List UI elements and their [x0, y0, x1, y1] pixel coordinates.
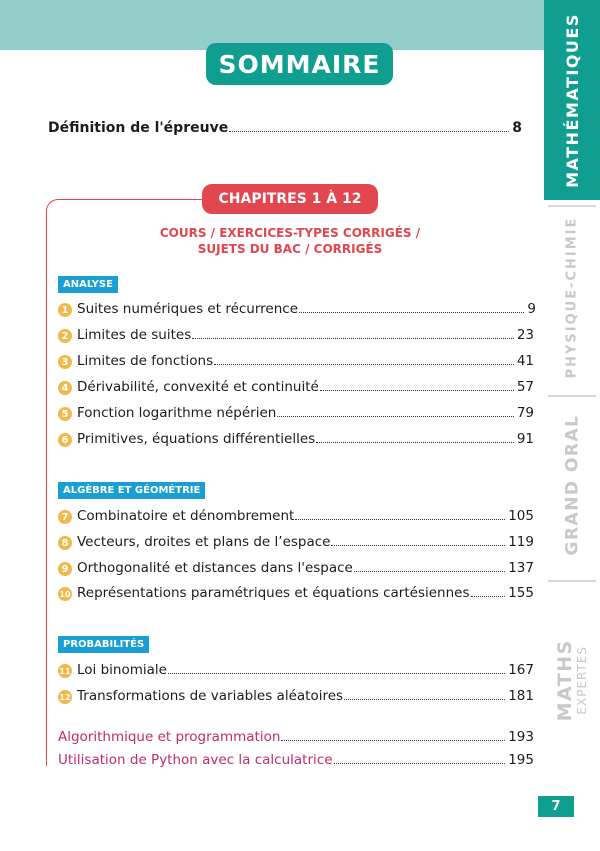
- entry-label: Suites numériques et récurrence: [77, 301, 299, 317]
- toc-entry-chapter-10[interactable]: [58, 583, 534, 601]
- tab-separator: [548, 580, 596, 582]
- chapters-badge: CHAPITRES 1 À 12: [202, 184, 378, 214]
- dot-leader: [295, 518, 505, 520]
- entry-page: 105: [508, 508, 534, 524]
- entry-page: 193: [508, 729, 534, 745]
- dot-leader: [471, 595, 506, 597]
- dot-leader: [299, 311, 524, 313]
- entry-page: 8: [512, 120, 522, 136]
- chapters-subtitle-line1: COURS / EXERCICES-TYPES CORRIGÉS /: [159, 226, 421, 240]
- toc-entry-chapter-4[interactable]: [58, 377, 534, 395]
- tab-label-line2: EXPERTES: [574, 645, 589, 715]
- toc-entry-chapter-9[interactable]: [58, 558, 534, 576]
- chapter-number-badge: 11: [58, 664, 72, 678]
- dot-leader: [192, 337, 514, 339]
- entry-page: 57: [516, 379, 534, 395]
- dot-leader: [229, 130, 509, 132]
- dot-leader: [214, 363, 514, 365]
- chapter-number-badge: 8: [58, 536, 72, 550]
- entry-label: Dérivabilité, convexité et continuité: [77, 379, 319, 395]
- entry-label: Représentations paramétriques et équations cartésiennes: [77, 585, 470, 601]
- chapter-number-badge: 1: [58, 303, 72, 317]
- entry-page: 155: [508, 585, 534, 601]
- tab-physique-chimie[interactable]: [544, 210, 600, 385]
- entry-label: Orthogonalité et distances dans l'espace: [77, 560, 353, 576]
- toc-entry-python[interactable]: [58, 750, 534, 768]
- chapter-number-badge: 12: [58, 690, 72, 704]
- tab-label: PHYSIQUE-CHIMIE: [564, 216, 580, 379]
- dot-leader: [354, 570, 505, 572]
- toc-entry-chapter-11[interactable]: [58, 660, 534, 678]
- toc-entry-chapter-5[interactable]: [58, 403, 534, 421]
- tab-label: GRAND ORAL: [562, 414, 582, 556]
- toc-entry-chapter-7[interactable]: [58, 506, 534, 524]
- toc-entry-chapter-6[interactable]: [58, 429, 534, 447]
- entry-label: Fonction logarithme népérien: [77, 405, 277, 421]
- toc-entry-chapter-8[interactable]: [58, 532, 534, 550]
- tab-grand-oral[interactable]: [544, 400, 600, 570]
- chapters-subtitle-line2: SUJETS DU BAC / CORRIGÉS: [197, 242, 383, 256]
- toc-entry-chapter-1[interactable]: [58, 299, 536, 317]
- tab-label: MATHÉMATIQUES: [562, 12, 582, 188]
- dot-leader: [334, 762, 506, 764]
- chapter-number-badge: 10: [58, 587, 72, 601]
- entry-label: Définition de l'épreuve: [48, 120, 229, 136]
- chapter-number-badge: 3: [58, 355, 72, 369]
- entry-page: 167: [508, 662, 534, 678]
- entry-label: Combinatoire et dénombrement: [77, 508, 295, 524]
- chapter-number-badge: 7: [58, 510, 72, 524]
- tab-label-line1: MATHS: [553, 638, 576, 722]
- dot-leader: [277, 415, 513, 417]
- entry-page: 79: [516, 405, 534, 421]
- tab-separator: [548, 395, 596, 397]
- tab-maths-expertes[interactable]: [544, 615, 600, 745]
- section-header-analyse: ANALYSE: [58, 276, 118, 293]
- toc-entry-chapter-3[interactable]: [58, 351, 534, 369]
- tab-separator: [548, 205, 596, 207]
- entry-page: 41: [516, 353, 534, 369]
- toc-entry-chapter-12[interactable]: [58, 686, 534, 704]
- section-header-algebre-geometrie: ALGÈBRE ET GÉOMÉTRIE: [58, 482, 205, 499]
- entry-page: 119: [508, 534, 534, 550]
- chapter-number-badge: 4: [58, 381, 72, 395]
- entry-page: 9: [527, 301, 536, 317]
- dot-leader: [168, 672, 505, 674]
- dot-leader: [331, 544, 505, 546]
- section-header-probabilites: PROBABILITÉS: [58, 636, 149, 653]
- entry-page: 91: [516, 431, 534, 447]
- dot-leader: [281, 739, 505, 741]
- entry-label: Primitives, équations différentielles: [77, 431, 316, 447]
- page-number: 7: [538, 796, 574, 817]
- chapter-number-badge: 9: [58, 562, 72, 576]
- toc-entry-algorithmique[interactable]: [58, 727, 534, 745]
- tab-mathematiques[interactable]: [544, 0, 600, 200]
- toc-entry-chapter-2[interactable]: [58, 325, 534, 343]
- entry-page: 181: [508, 688, 534, 704]
- entry-label: Algorithmique et programmation: [58, 729, 281, 745]
- chapter-number-badge: 5: [58, 407, 72, 421]
- entry-label: Vecteurs, droites et plans de l’espace: [77, 534, 331, 550]
- entry-label: Limites de suites: [77, 327, 192, 343]
- entry-page: 23: [516, 327, 534, 343]
- dot-leader: [320, 389, 514, 391]
- entry-label: Transformations de variables aléatoires: [77, 688, 344, 704]
- entry-page: 137: [508, 560, 534, 576]
- page-title: SOMMAIRE: [206, 43, 393, 85]
- dot-leader: [344, 698, 505, 700]
- chapter-number-badge: 6: [58, 433, 72, 447]
- entry-page: 195: [508, 752, 534, 768]
- entry-label: Loi binomiale: [77, 662, 167, 678]
- entry-label: Limites de fonctions: [77, 353, 214, 369]
- entry-label: Utilisation de Python avec la calculatrice: [58, 752, 333, 768]
- toc-entry-definition[interactable]: [48, 118, 522, 136]
- chapter-number-badge: 2: [58, 329, 72, 343]
- dot-leader: [316, 441, 514, 443]
